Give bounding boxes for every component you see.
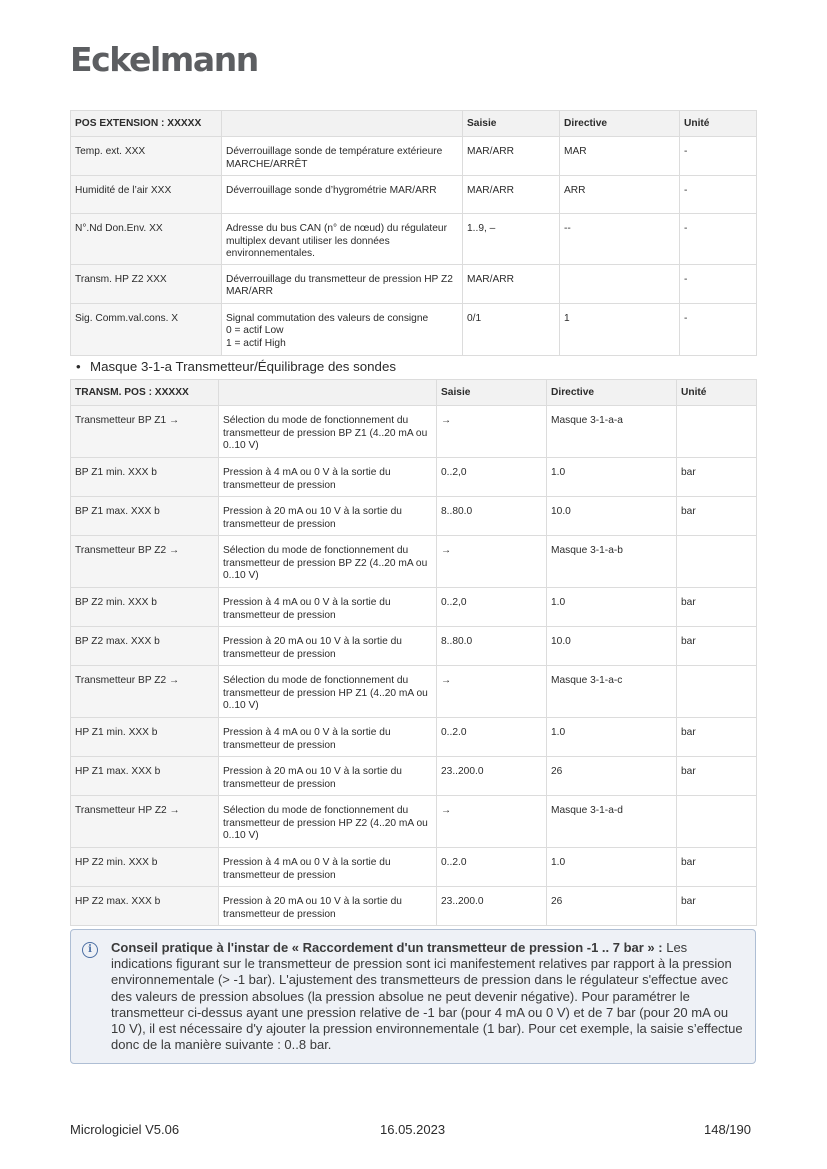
table-row: [71, 588, 757, 627]
table-cell: Pression à 4 mA ou 0 V à la sortie du transmetteur de pression: [219, 848, 437, 887]
table-header-row: [71, 380, 757, 406]
table-header-row: [71, 111, 757, 137]
table-cell: 23..200.0: [437, 757, 547, 796]
info-icon: i: [82, 942, 98, 958]
table-cell: →: [437, 406, 547, 458]
table-cell: -: [680, 137, 757, 176]
table-cell: -: [680, 264, 757, 303]
table-cell: 26: [547, 887, 677, 926]
table-cell: [677, 796, 757, 848]
table-cell: 1.0: [547, 718, 677, 757]
column-header: Unité: [680, 111, 757, 137]
table-row: [71, 796, 757, 848]
tip-body: Les indications figurant sur le transmetteur de pression sont ici manifestement relatives par rapport à la pression environnementale (> -1 bar). L'ajustement des transmetteurs de pression dans le régulateur s'effectue avec des valeurs de pression absolues (la pression absolue ne peut devenir négative). Pour paramétrer le transmetteur ci-dessus ayant une pression relative de -1 bar (pour 4 mA ou 0 V) et de 7 bar (pour 20 mA ou 10 V), il est nécessaire d'y ajouter la pression environnementale (1 bar). Pour cet exemple, la saisie s’effectue donc de la manière suivante : 0..8 bar.: [111, 940, 743, 1053]
column-header: Unité: [677, 380, 757, 406]
table-cell: Masque 3-1-a-c: [547, 666, 677, 718]
table-cell: 10.0: [547, 627, 677, 666]
table-cell: bar: [677, 718, 757, 757]
table-cell: HP Z1 min. XXX b: [71, 718, 219, 757]
table-cell: Pression à 4 mA ou 0 V à la sortie du transmetteur de pression: [219, 718, 437, 757]
table-cell: Masque 3-1-a-a: [547, 406, 677, 458]
tip-text: [111, 940, 745, 1053]
tip-box: [70, 929, 756, 1064]
table-row: [71, 176, 757, 214]
table-cell: BP Z1 min. XXX b: [71, 458, 219, 497]
table-cell: 10.0: [547, 497, 677, 536]
table-body: [71, 137, 757, 356]
table-row: [71, 757, 757, 796]
table-cell: [677, 666, 757, 718]
table-cell: MAR: [560, 137, 680, 176]
table-cell: BP Z2 min. XXX b: [71, 588, 219, 627]
table-row: [71, 536, 757, 588]
table-cell: MAR/ARR: [463, 176, 560, 214]
tip-title: Conseil pratique à l'instar de « Raccordement d'un transmetteur de pression -1 .. 7 bar » :: [111, 940, 663, 955]
table-cell: [677, 536, 757, 588]
table-cell: Sélection du mode de fonctionnement du transmetteur de pression HP Z2 (4..20 mA ou 0..10 V): [219, 796, 437, 848]
table-cell: Adresse du bus CAN (n° de nœud) du régulateur multiplex devant utiliser les données environnementales.: [222, 214, 463, 265]
table-cell: 1.0: [547, 458, 677, 497]
table-cell: -: [680, 214, 757, 265]
column-header: [219, 380, 437, 406]
table-cell: 0/1: [463, 303, 560, 355]
table-cell: 8..80.0: [437, 627, 547, 666]
table-cell: Pression à 20 mA ou 10 V à la sortie du transmetteur de pression: [219, 497, 437, 536]
table-cell: Déverrouillage du transmetteur de pression HP Z2 MAR/ARR: [222, 264, 463, 303]
table-cell: Temp. ext. XXX: [71, 137, 222, 176]
table-cell: [677, 406, 757, 458]
table-cell: 23..200.0: [437, 887, 547, 926]
table-cell: Transmetteur HP Z2 →: [71, 796, 219, 848]
table-cell: →: [437, 666, 547, 718]
table-cell: Signal commutation des valeurs de consigne 0 = actif Low 1 = actif High: [222, 303, 463, 355]
transmitter-table: [70, 379, 757, 926]
table-body: [71, 406, 757, 926]
table-cell: HP Z1 max. XXX b: [71, 757, 219, 796]
table-cell: bar: [677, 588, 757, 627]
table-cell: Transmetteur BP Z2 →: [71, 536, 219, 588]
table-row: [71, 458, 757, 497]
table-cell: HP Z2 min. XXX b: [71, 848, 219, 887]
table-cell: 0..2.0: [437, 718, 547, 757]
table-cell: Déverrouillage sonde d’hygrométrie MAR/ARR: [222, 176, 463, 214]
table-cell: Transm. HP Z2 XXX: [71, 264, 222, 303]
table-cell: Humidité de l’air XXX: [71, 176, 222, 214]
table-row: [71, 137, 757, 176]
table-cell: ARR: [560, 176, 680, 214]
table-cell: bar: [677, 497, 757, 536]
footer-date: 16.05.2023: [380, 1122, 446, 1137]
table-row: [71, 666, 757, 718]
table-cell: bar: [677, 887, 757, 926]
table-cell: BP Z1 max. XXX b: [71, 497, 219, 536]
table-row: [71, 303, 757, 355]
table-cell: Sélection du mode de fonctionnement du transmetteur de pression BP Z2 (4..20 mA ou 0..10 V): [219, 536, 437, 588]
table-cell: bar: [677, 458, 757, 497]
table-cell: --: [560, 214, 680, 265]
table-cell: bar: [677, 757, 757, 796]
column-header: Directive: [547, 380, 677, 406]
column-header: POS EXTENSION : XXXXX: [71, 111, 222, 137]
table-cell: Pression à 20 mA ou 10 V à la sortie du transmetteur de pression: [219, 887, 437, 926]
table-cell: MAR/ARR: [463, 264, 560, 303]
table-cell: 1: [560, 303, 680, 355]
table-row: [71, 718, 757, 757]
table-cell: Masque 3-1-a-b: [547, 536, 677, 588]
column-header: [222, 111, 463, 137]
table-cell: 1.0: [547, 588, 677, 627]
table-cell: 0..2.0: [437, 848, 547, 887]
table-cell: 1..9, –: [463, 214, 560, 265]
table-row: [71, 406, 757, 458]
table-cell: HP Z2 max. XXX b: [71, 887, 219, 926]
table-cell: -: [680, 303, 757, 355]
table-row: [71, 264, 757, 303]
column-header: TRANSM. POS : XXXXX: [71, 380, 219, 406]
table-cell: Pression à 20 mA ou 10 V à la sortie du transmetteur de pression: [219, 757, 437, 796]
table-cell: bar: [677, 627, 757, 666]
table-cell: 8..80.0: [437, 497, 547, 536]
column-header: Saisie: [437, 380, 547, 406]
table-cell: [560, 264, 680, 303]
table-cell: Sélection du mode de fonctionnement du transmetteur de pression HP Z1 (4..20 mA ou 0..10 V): [219, 666, 437, 718]
table-cell: →: [437, 536, 547, 588]
table-cell: MAR/ARR: [463, 137, 560, 176]
table-cell: Pression à 4 mA ou 0 V à la sortie du transmetteur de pression: [219, 588, 437, 627]
table-cell: Masque 3-1-a-d: [547, 796, 677, 848]
table-row: [71, 214, 757, 265]
table-cell: 0..2,0: [437, 458, 547, 497]
bullet-marker: •: [76, 359, 81, 374]
column-header: Directive: [560, 111, 680, 137]
section-heading: [76, 359, 396, 374]
column-header: Saisie: [463, 111, 560, 137]
table-cell: 26: [547, 757, 677, 796]
brand-logo: Eckelmann: [70, 40, 258, 79]
table-cell: N°.Nd Don.Env. XX: [71, 214, 222, 265]
table-cell: Transmetteur BP Z1 →: [71, 406, 219, 458]
table-row: [71, 497, 757, 536]
table-cell: bar: [677, 848, 757, 887]
table-cell: Pression à 4 mA ou 0 V à la sortie du transmetteur de pression: [219, 458, 437, 497]
table-cell: Transmetteur BP Z2 →: [71, 666, 219, 718]
footer-firmware-version: Micrologiciel V5.06: [70, 1122, 180, 1137]
table-cell: -: [680, 176, 757, 214]
table-row: [71, 848, 757, 887]
pos-extension-table: [70, 110, 757, 356]
table-cell: Déverrouillage sonde de température extérieure MARCHE/ARRÊT: [222, 137, 463, 176]
table-row: [71, 887, 757, 926]
table-cell: 1.0: [547, 848, 677, 887]
table-cell: Sig. Comm.val.cons. X: [71, 303, 222, 355]
table-cell: →: [437, 796, 547, 848]
footer-page-number: 148/190: [704, 1122, 751, 1137]
table-cell: Pression à 20 mA ou 10 V à la sortie du transmetteur de pression: [219, 627, 437, 666]
table-cell: Sélection du mode de fonctionnement du transmetteur de pression BP Z1 (4..20 mA ou 0..10 V): [219, 406, 437, 458]
table-cell: 0..2,0: [437, 588, 547, 627]
table-row: [71, 627, 757, 666]
section-title: Masque 3-1-a Transmetteur/Équilibrage des sondes: [90, 359, 396, 374]
table-cell: BP Z2 max. XXX b: [71, 627, 219, 666]
